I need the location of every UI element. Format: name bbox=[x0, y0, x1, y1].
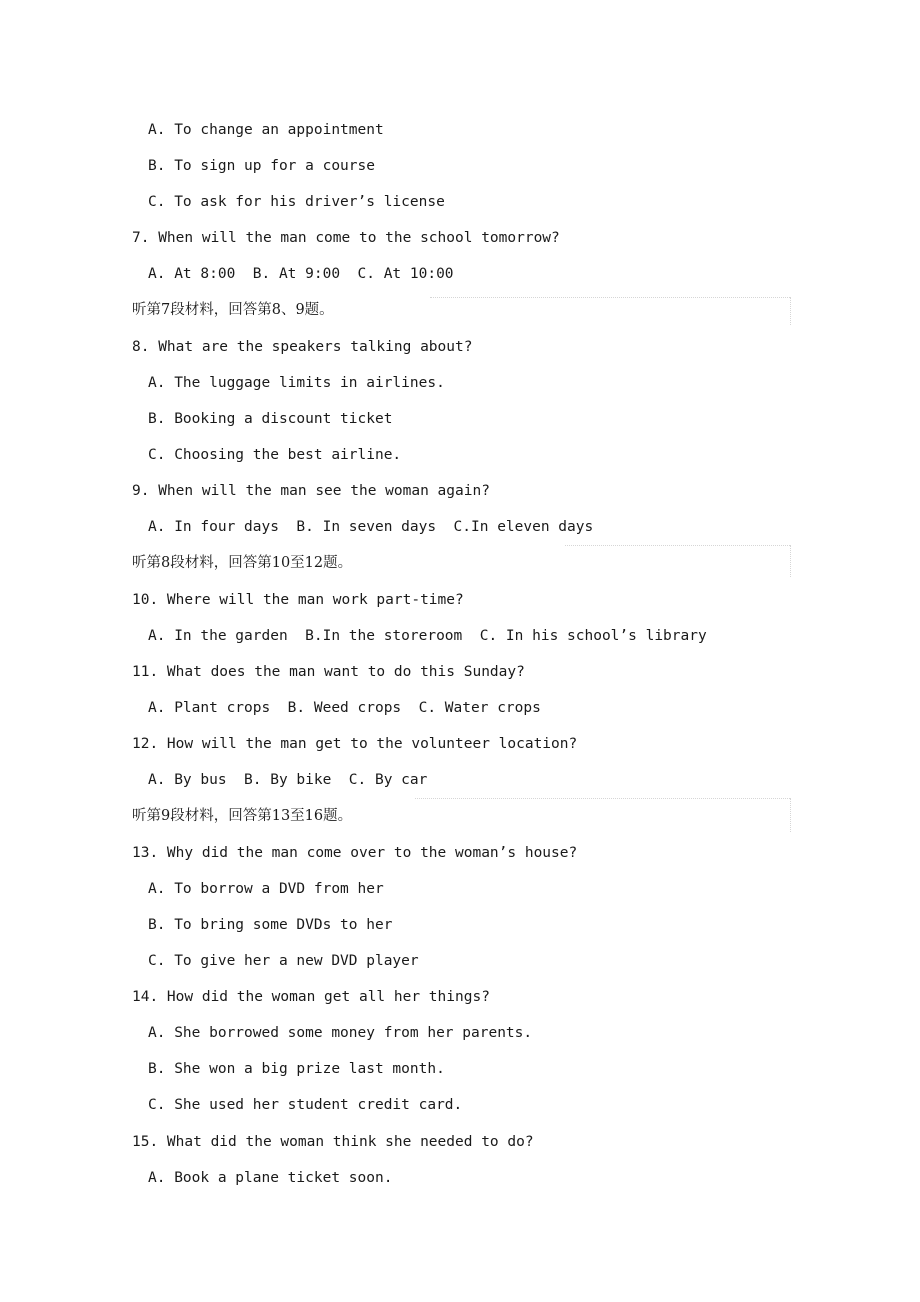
q6-option-a: A. To change an appointment bbox=[148, 122, 384, 138]
q12-options: A. By bus B. By bike C. By car bbox=[148, 772, 428, 788]
question-10: 10. Where will the man work part-time? bbox=[132, 592, 464, 608]
section-divider bbox=[790, 297, 791, 325]
q8-option-c: C. Choosing the best airline. bbox=[148, 447, 402, 463]
q8-option-a: A. The luggage limits in airlines. bbox=[148, 375, 445, 391]
q9-options: A. In four days B. In seven days C.In eleven days bbox=[148, 519, 594, 535]
q11-options: A. Plant crops B. Weed crops C. Water crops bbox=[148, 700, 541, 716]
section-divider bbox=[415, 798, 790, 799]
section-divider bbox=[790, 798, 791, 832]
q14-option-b: B. She won a big prize last month. bbox=[148, 1061, 445, 1077]
section-divider bbox=[565, 545, 790, 546]
question-13: 13. Why did the man come over to the woman’s house? bbox=[132, 845, 578, 861]
q6-option-b: B. To sign up for a course bbox=[148, 158, 375, 174]
q13-option-a: A. To borrow a DVD from her bbox=[148, 881, 384, 897]
q8-option-b: B. Booking a discount ticket bbox=[148, 411, 393, 427]
q10-options: A. In the garden B.In the storeroom C. In his school’s library bbox=[148, 628, 707, 644]
q14-option-a: A. She borrowed some money from her parents. bbox=[148, 1025, 533, 1041]
section-heading-9: 听第9段材料，回答第13至16题。 bbox=[132, 808, 353, 824]
q13-option-c: C. To give her a new DVD player bbox=[148, 953, 419, 969]
section-heading-8: 听第8段材料，回答第10至12题。 bbox=[132, 555, 353, 571]
question-12: 12. How will the man get to the volunteer location? bbox=[132, 736, 578, 752]
question-9: 9. When will the man see the woman again? bbox=[132, 483, 490, 499]
question-14: 14. How did the woman get all her things? bbox=[132, 989, 490, 1005]
q13-option-b: B. To bring some DVDs to her bbox=[148, 917, 393, 933]
q6-option-c: C. To ask for his driver’s license bbox=[148, 194, 445, 210]
section-divider bbox=[790, 545, 791, 577]
q14-option-c: C. She used her student credit card. bbox=[148, 1097, 463, 1113]
question-11: 11. What does the man want to do this Sunday? bbox=[132, 664, 525, 680]
q15-option-a: A. Book a plane ticket soon. bbox=[148, 1170, 393, 1186]
question-15: 15. What did the woman think she needed to do? bbox=[132, 1134, 534, 1150]
question-7: 7. When will the man come to the school tomorrow? bbox=[132, 230, 560, 246]
q7-options: A. At 8:00 B. At 9:00 C. At 10:00 bbox=[148, 266, 454, 282]
section-heading-7: 听第7段材料，回答第8、9题。 bbox=[132, 302, 334, 318]
section-divider bbox=[430, 297, 790, 298]
question-8: 8. What are the speakers talking about? bbox=[132, 339, 473, 355]
